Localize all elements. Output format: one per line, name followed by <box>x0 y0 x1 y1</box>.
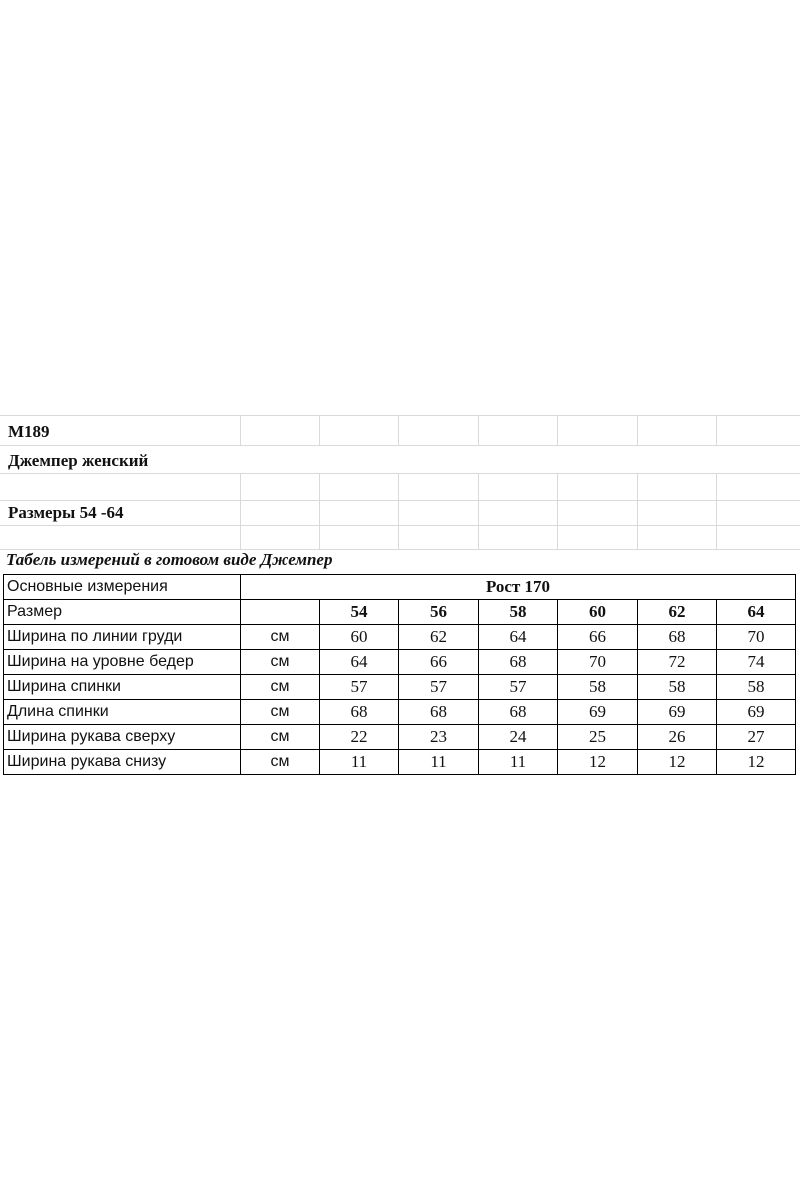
table-row <box>4 750 796 775</box>
value-cell: 26 <box>638 725 717 750</box>
table-row <box>4 675 796 700</box>
value-cell: 60 <box>320 625 399 650</box>
value-cell: 11 <box>399 750 479 775</box>
gridline <box>0 525 800 526</box>
gridline <box>637 473 638 525</box>
gridline <box>557 525 558 549</box>
gridline <box>716 415 717 445</box>
value-cell: 25 <box>558 725 638 750</box>
gridline <box>240 415 241 445</box>
gridline <box>398 473 399 525</box>
height-label: Рост 170 <box>241 575 796 600</box>
value-cell: 12 <box>558 750 638 775</box>
value-cell: 68 <box>399 700 479 725</box>
model-code: М189 <box>8 422 50 441</box>
value-cell: 12 <box>717 750 796 775</box>
main-measurements-label: Основные измерения <box>4 575 241 600</box>
size-cell: 54 <box>320 600 399 625</box>
value-cell: 68 <box>479 650 558 675</box>
size-cell: 62 <box>638 600 717 625</box>
unit-cell: см <box>241 725 320 750</box>
gridline <box>716 525 717 549</box>
measurement-name: Ширина рукава сверху <box>4 725 241 750</box>
gridline <box>716 473 717 525</box>
unit-cell <box>241 600 320 625</box>
table-row <box>4 700 796 725</box>
value-cell: 69 <box>717 700 796 725</box>
value-cell: 23 <box>399 725 479 750</box>
table-caption: Табель измерений в готовом виде Джемпер <box>6 550 333 569</box>
measurement-name: Ширина по линии груди <box>4 625 241 650</box>
value-cell: 22 <box>320 725 399 750</box>
value-cell: 57 <box>479 675 558 700</box>
size-cell: 60 <box>558 600 638 625</box>
size-cell: 56 <box>399 600 479 625</box>
unit-cell: см <box>241 750 320 775</box>
value-cell: 66 <box>558 625 638 650</box>
value-cell: 69 <box>638 700 717 725</box>
gridline <box>637 525 638 549</box>
value-cell: 27 <box>717 725 796 750</box>
gridline <box>0 473 800 474</box>
gridline <box>478 525 479 549</box>
unit-cell: см <box>241 650 320 675</box>
size-cell: 58 <box>479 600 558 625</box>
value-cell: 68 <box>638 625 717 650</box>
value-cell: 68 <box>479 700 558 725</box>
measurement-name: Ширина спинки <box>4 675 241 700</box>
gridline <box>398 415 399 445</box>
table-row <box>4 650 796 675</box>
gridline <box>478 415 479 445</box>
value-cell: 12 <box>638 750 717 775</box>
value-cell: 74 <box>717 650 796 675</box>
value-cell: 72 <box>638 650 717 675</box>
table-row <box>4 600 796 625</box>
value-cell: 66 <box>399 650 479 675</box>
value-cell: 58 <box>558 675 638 700</box>
value-cell: 57 <box>399 675 479 700</box>
gridline <box>557 473 558 525</box>
measurement-name: Длина спинки <box>4 700 241 725</box>
value-cell: 11 <box>320 750 399 775</box>
value-cell: 58 <box>638 675 717 700</box>
value-cell: 58 <box>717 675 796 700</box>
gridline <box>0 500 800 501</box>
measurements-table <box>3 574 796 775</box>
value-cell: 64 <box>320 650 399 675</box>
gridline <box>319 525 320 549</box>
gridline <box>637 415 638 445</box>
unit-cell: см <box>241 675 320 700</box>
gridline <box>319 415 320 445</box>
value-cell: 68 <box>320 700 399 725</box>
table-row <box>4 625 796 650</box>
value-cell: 62 <box>399 625 479 650</box>
value-cell: 69 <box>558 700 638 725</box>
gridline <box>478 473 479 525</box>
size-range: Размеры 54 -64 <box>8 503 124 522</box>
value-cell: 70 <box>717 625 796 650</box>
gridline <box>240 525 241 549</box>
table-row <box>4 575 796 600</box>
gridline <box>557 415 558 445</box>
gridline <box>240 473 241 525</box>
value-cell: 24 <box>479 725 558 750</box>
value-cell: 11 <box>479 750 558 775</box>
unit-cell: см <box>241 625 320 650</box>
gridline <box>319 473 320 525</box>
gridline <box>398 525 399 549</box>
table-row <box>4 725 796 750</box>
size-label: Размер <box>4 600 241 625</box>
unit-cell: см <box>241 700 320 725</box>
size-cell: 64 <box>717 600 796 625</box>
gridline <box>0 415 800 416</box>
value-cell: 70 <box>558 650 638 675</box>
measurement-name: Ширина на уровне бедер <box>4 650 241 675</box>
gridline <box>0 445 800 446</box>
value-cell: 57 <box>320 675 399 700</box>
measurement-name: Ширина рукава снизу <box>4 750 241 775</box>
product-name: Джемпер женский <box>8 451 149 470</box>
value-cell: 64 <box>479 625 558 650</box>
